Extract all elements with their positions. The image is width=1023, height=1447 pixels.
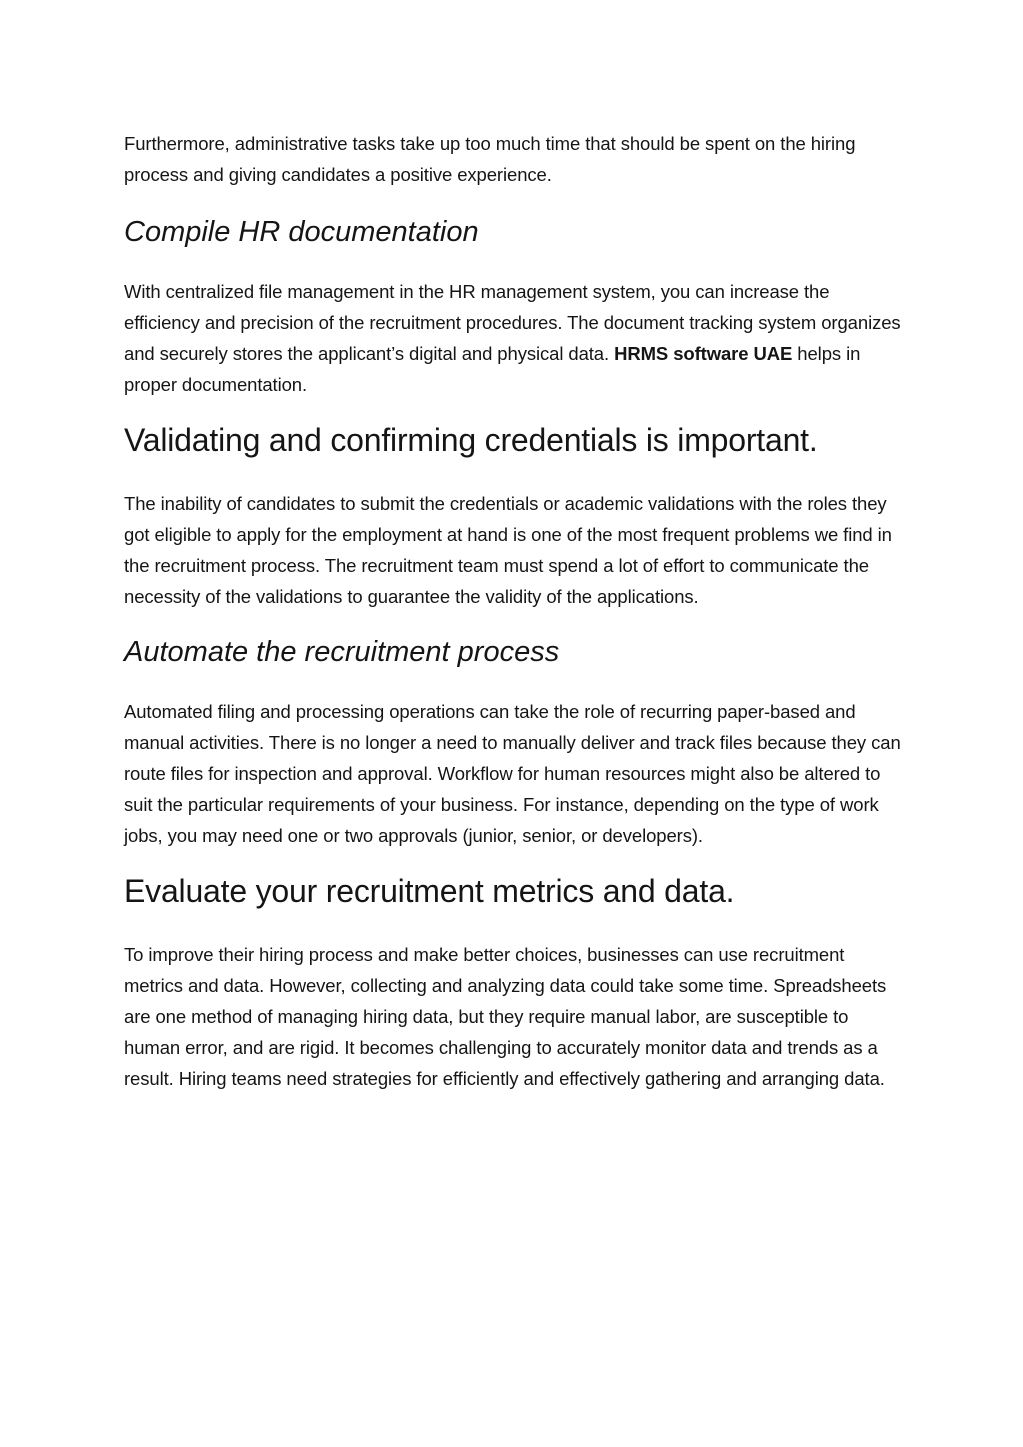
paragraph-hr-documentation-tail: helps in proper documentation. xyxy=(124,343,861,395)
hrms-software-uae-bold: HRMS software UAE xyxy=(614,343,793,364)
paragraph-automation: Automated filing and processing operations can take the role of recurring paper-based and manual activities. There is no longer a need to manually deliver and track files because they can route files for inspection and approval. Workflow for human resources might also be altered to suit the particular requirements of your business. For instance, depending on the type of work jobs, you may need one or two approvals (junior, senior, or developers). xyxy=(124,701,901,846)
heading-compile-hr-documentation: Compile HR documentation xyxy=(124,216,479,248)
paragraph-credentials: The inability of candidates to submit the credentials or academic validations with the roles they got eligible to apply for the employment at hand is one of the most frequent problems we find in the recruitment process. The recruitment team must spend a lot of effort to communicate the necessity of the validations to guarantee the validity of the applications. xyxy=(124,493,892,607)
paragraph-intro: Furthermore, administrative tasks take up too much time that should be spent on the hiring process and giving candidates a positive experience. xyxy=(124,133,856,185)
heading-automate-recruitment: Automate the recruitment process xyxy=(124,636,560,668)
heading-evaluate-metrics: Evaluate your recruitment metrics and data. xyxy=(124,873,735,909)
paragraph-metrics: To improve their hiring process and make better choices, businesses can use recruitment metrics and data. However, collecting and analyzing data could take some time. Spreadsheets are one method of managing hiring data, but they require manual labor, are susceptible to human error, and are rigid. It becomes challenging to accurately monitor data and trends as a result. Hiring teams need strategies for efficiently and effectively gathering and arranging data. xyxy=(124,944,887,1089)
document-body xyxy=(124,128,904,1094)
paragraph-hr-documentation-text: With centralized file management in the HR management system, you can increase the efficiency and precision of the recruitment procedures. The document tracking system organizes and securely stores the applicant’s digital and physical data. xyxy=(124,281,901,364)
paragraph-hr-documentation xyxy=(124,276,904,400)
heading-validating-credentials: Validating and confirming credentials is important. xyxy=(124,422,818,458)
